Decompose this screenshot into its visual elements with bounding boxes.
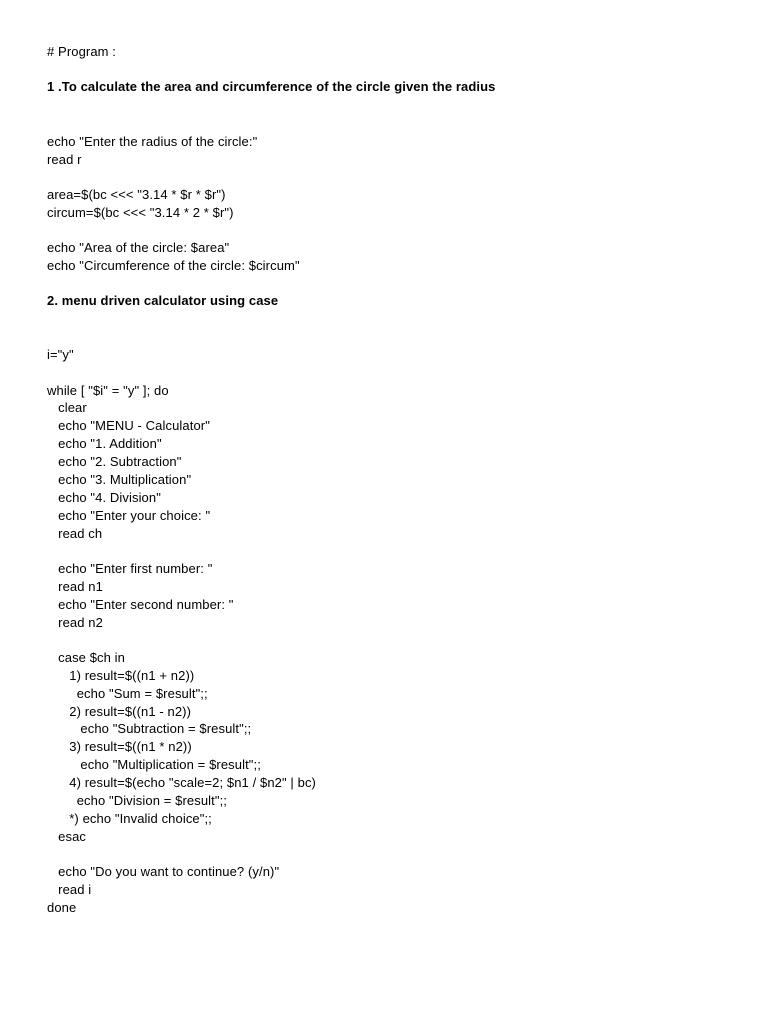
- code-line: 4) result=$(echo "scale=2; $n1 / $n2" | bc): [47, 775, 316, 790]
- code-line: 1) result=$((n1 + n2)): [47, 668, 195, 683]
- code-line: echo "4. Division": [47, 490, 161, 505]
- code-line: echo "Circumference of the circle: $circum": [47, 258, 300, 273]
- code-line: 3) result=$((n1 * n2)): [47, 739, 192, 754]
- code-line: read n1: [47, 579, 103, 594]
- code-line: echo "Do you want to continue? (y/n)": [47, 864, 280, 879]
- section1-heading: 1 .To calculate the area and circumference of the circle given the radius: [47, 79, 496, 94]
- code-line: read i: [47, 882, 92, 897]
- code-line: area=$(bc <<< "3.14 * $r * $r"): [47, 187, 226, 202]
- code-line: echo "Sum = $result";;: [47, 686, 208, 701]
- code-line: echo "Division = $result";;: [47, 793, 227, 808]
- code-line: read r: [47, 152, 82, 167]
- code-line: echo "Subtraction = $result";;: [47, 721, 252, 736]
- code-line: echo "2. Subtraction": [47, 454, 182, 469]
- code-line: echo "Area of the circle: $area": [47, 240, 230, 255]
- code-line: echo "Multiplication = $result";;: [47, 757, 261, 772]
- code-line: i="y": [47, 347, 74, 362]
- section2-heading: 2. menu driven calculator using case: [47, 293, 279, 308]
- code-line: echo "Enter your choice: ": [47, 508, 211, 523]
- program-header: # Program :: [47, 44, 117, 59]
- code-line: circum=$(bc <<< "3.14 * 2 * $r"): [47, 205, 234, 220]
- code-line: echo "Enter the radius of the circle:": [47, 134, 258, 149]
- code-line: clear: [47, 400, 87, 415]
- code-line: *) echo "Invalid choice";;: [47, 811, 212, 826]
- code-line: read n2: [47, 615, 103, 630]
- code-line: esac: [47, 829, 86, 844]
- code-line: echo "MENU - Calculator": [47, 418, 210, 433]
- code-line: 2) result=$((n1 - n2)): [47, 704, 192, 719]
- code-line: echo "1. Addition": [47, 436, 162, 451]
- code-line: case $ch in: [47, 650, 125, 665]
- code-line: read ch: [47, 526, 103, 541]
- code-line: echo "3. Multiplication": [47, 472, 192, 487]
- code-line: while [ "$i" = "y" ]; do: [47, 383, 169, 398]
- code-line: echo "Enter second number: ": [47, 597, 234, 612]
- code-line: done: [47, 900, 77, 915]
- code-line: echo "Enter first number: ": [47, 561, 213, 576]
